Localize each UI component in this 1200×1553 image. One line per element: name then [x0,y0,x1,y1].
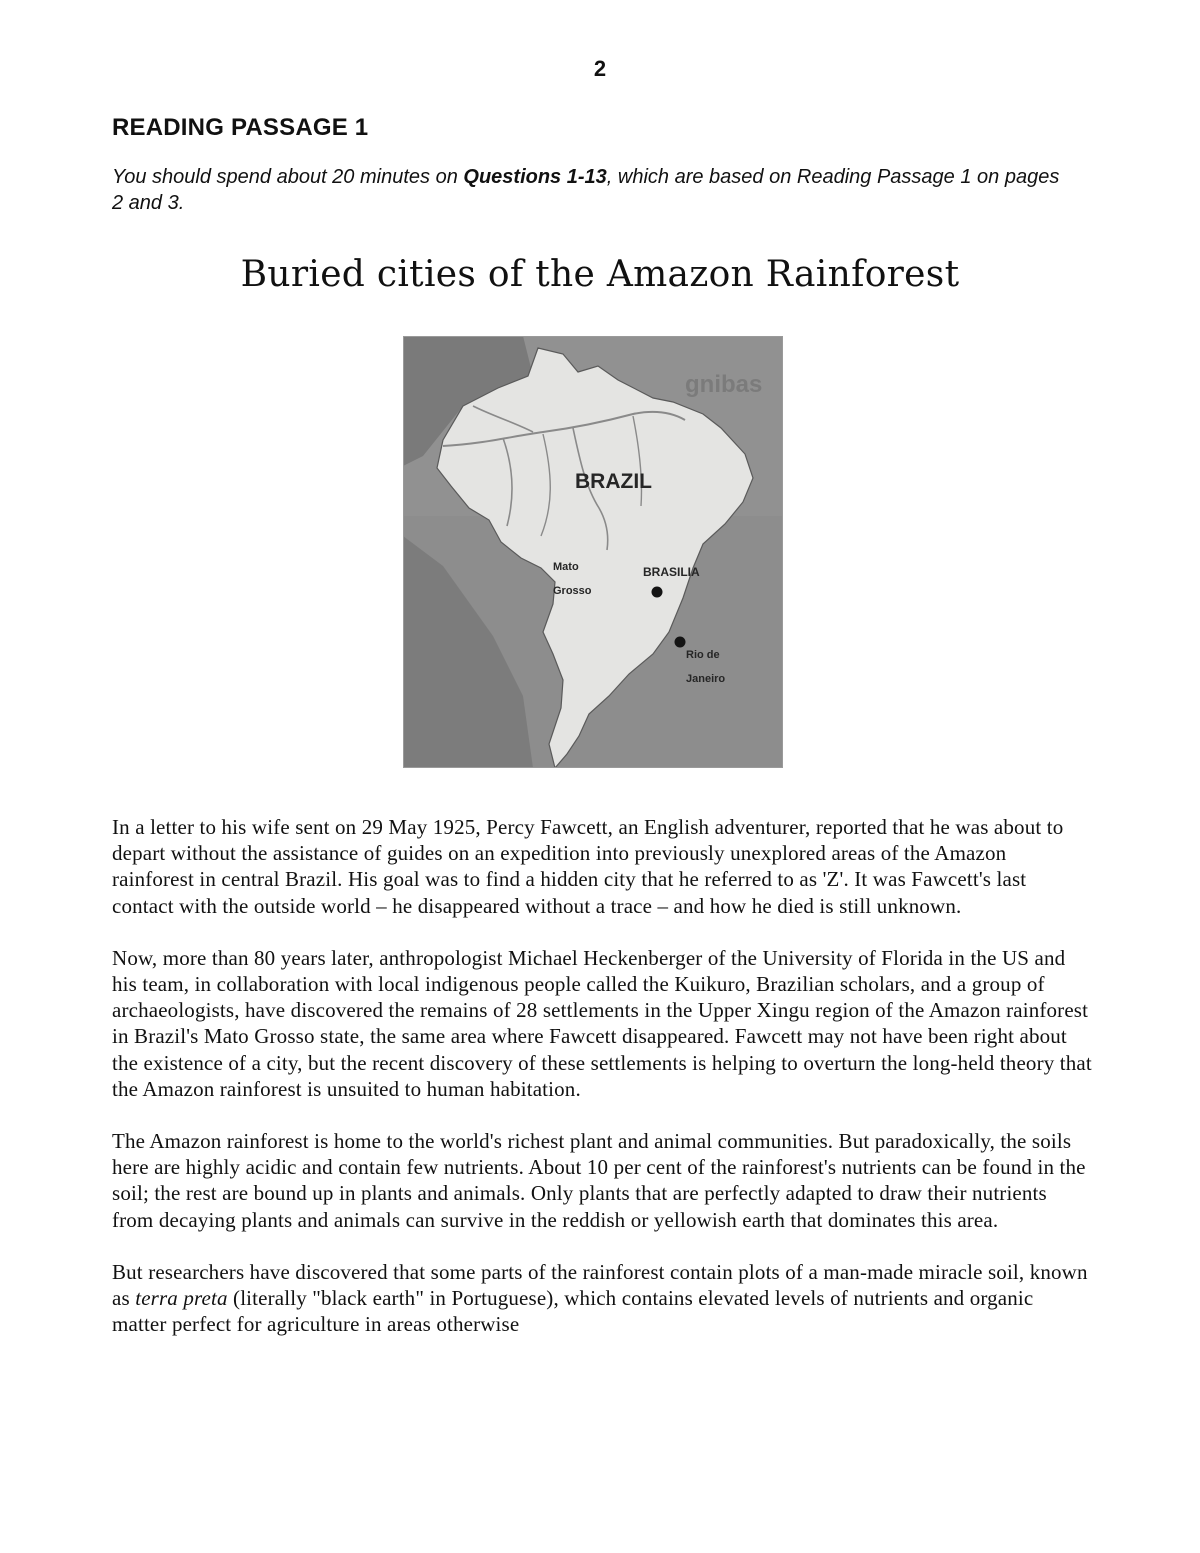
paragraph-4-end: (literally "black earth" in Portuguese), which contains elevated levels of nutrients and organic matter perfect for agriculture in areas otherwise [112,1286,1034,1337]
region-label-line2: Grosso [553,585,592,597]
region-label-line1: Mato [553,561,579,573]
brazil-map [403,336,783,768]
capital-marker [652,587,663,598]
paragraph-1: In a letter to his wife sent on 29 May 1925, Percy Fawcett, an English adventurer, reported that he was about to depart without the assistance of guides on an expedition into previously unexplored areas of the Amazon rainforest in central Brazil. His goal was to find a hidden city that he referred to as 'Z'. It was Fawcett's last contact with the outside world – he disappeared without a trace – and how he died is still unknown. [112,815,1064,918]
page-number: 2 [593,56,607,81]
paragraph-2: Now, more than 80 years later, anthropologist Michael Heckenberger of the University of Florida in the US and his team, in collaboration with local indigenous people called the Kuikuro, Brazilian scholars, and a group of archaeologists, have discovered the remains of 28 settlements in the Upper Xingu region of the Amazon rainforest in Brazil's Mato Grosso state, the same area where Fawcett disappeared. Fawcett may not have been right about the existence of a city, but the recent discovery of these settlements is helping to overturn the long-held theory that the Amazon rainforest is unsuited to human habitation. [112,945,1092,1101]
instructions-text: You should spend about 20 minutes on [112,166,464,188]
city-marker [675,637,686,648]
term-terra-preta: terra preta [135,1286,228,1311]
article-title: Buried cities of the Amazon Rainforest [240,254,960,295]
instructions-text-end: , which are based on Reading Passage 1 on pages 2 and 3. [112,166,1060,214]
bleed-through-text: gnibas [685,371,763,398]
country-label: BRAZIL [575,470,652,493]
paragraph-3: The Amazon rainforest is home to the world's richest plant and animal communities. But paradoxically, the soils here are highly acidic and contain few nutrients. About 10 per cent of the rainforest's nutrients can be found in the soil; the rest are bound up in plants and animals. Only plants that are perfectly adapted to draw their nutrients from decaying plants and animals can survive in the reddish or yellowish earth that dominates this area. [112,1129,1086,1232]
city-label-line2: Janeiro [686,673,726,685]
section-heading: READING PASSAGE 1 [112,114,369,141]
article-body [112,814,1092,1363]
capital-label: BRASILIA [643,565,700,579]
paragraph-4-start: But researchers have discovered that some parts of the rainforest contain plots of a man-made miracle soil, known as [112,1259,1088,1311]
paragraph-4 [112,1259,1092,1338]
city-label-line1: Rio de [686,649,720,661]
instructions [112,164,1072,216]
questions-range: Questions 1-13 [463,166,607,188]
